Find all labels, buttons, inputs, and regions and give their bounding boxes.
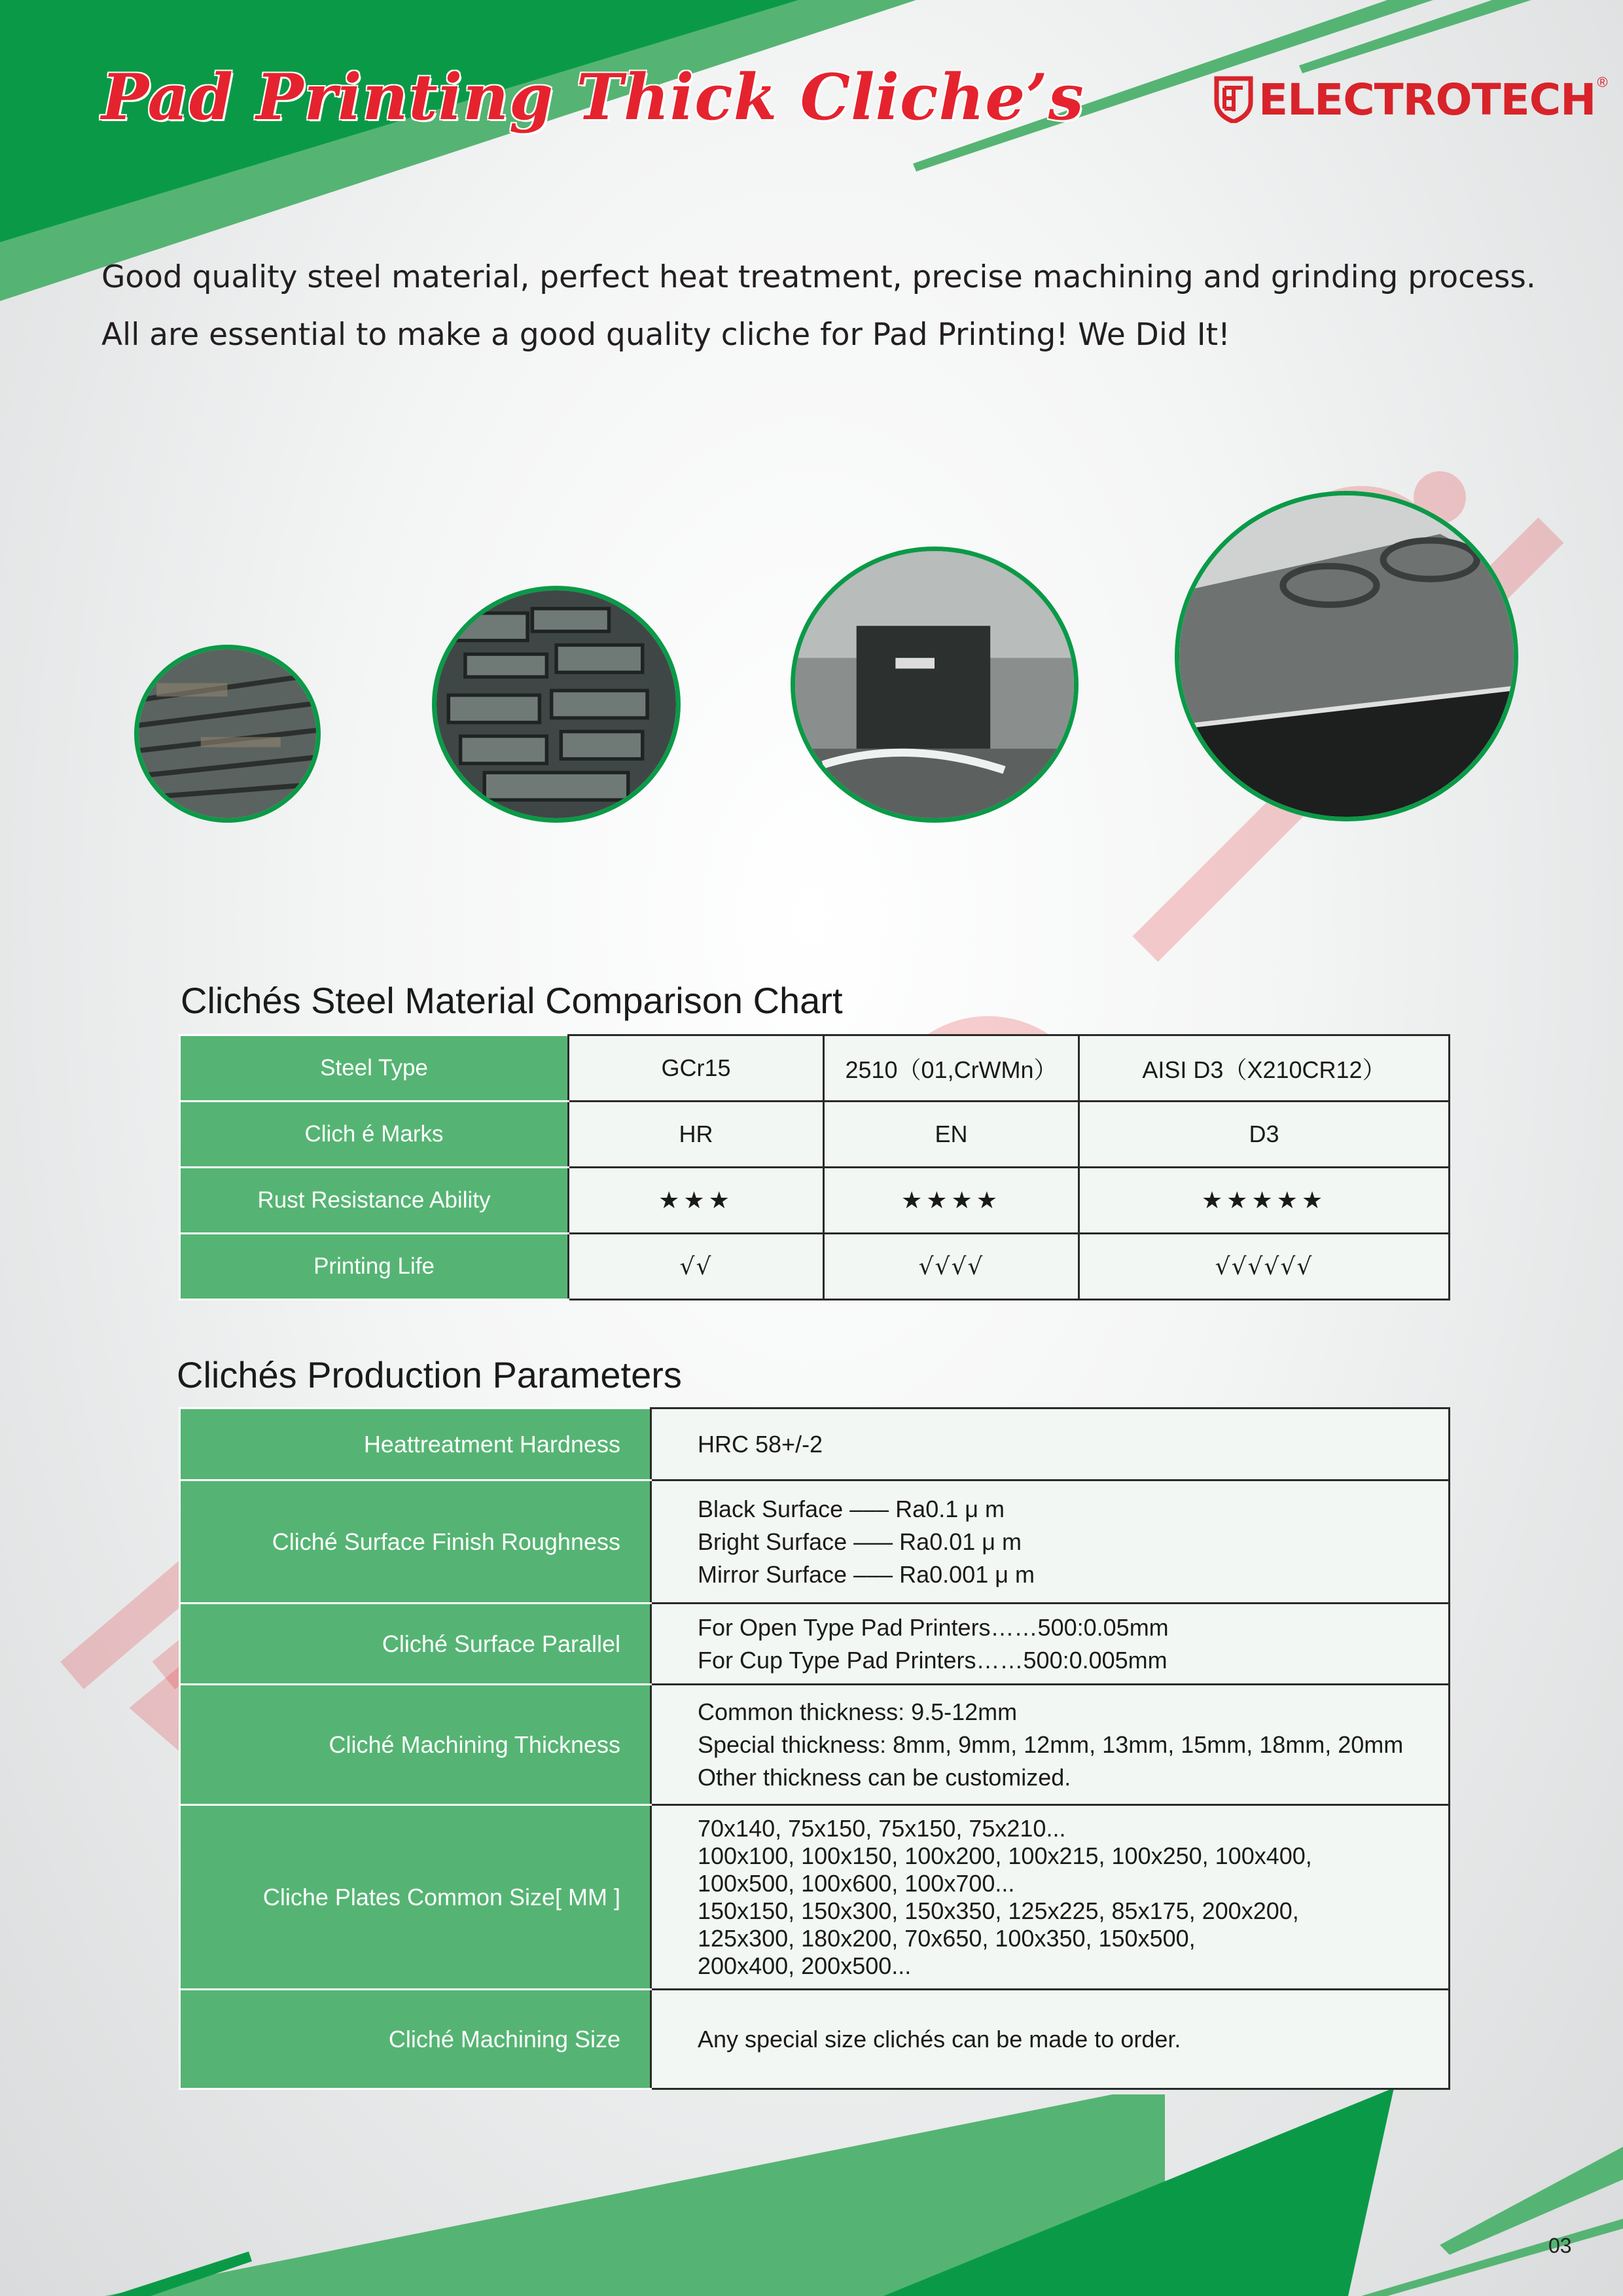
table-row (180, 1805, 1450, 1990)
page-number: 03 (1548, 2234, 1572, 2257)
table-row (180, 1990, 1450, 2089)
brand-name: ELECTROTECH (1258, 74, 1596, 125)
check-rating: √√√√√√ (1079, 1234, 1450, 1300)
table-cell: AISI D3（X210CR12） (1079, 1035, 1450, 1102)
production-parameters-table (179, 1407, 1450, 2090)
table-row (180, 1685, 1450, 1805)
table-row (180, 1604, 1450, 1685)
steel-plates-photo (134, 645, 321, 823)
parameters-title: Clichés Production Parameters (177, 1354, 682, 1395)
steel-stack-photo (432, 586, 681, 823)
param-value (651, 1805, 1450, 1990)
row-label-steel-type: Steel Type (180, 1035, 569, 1102)
param-line: 100x500, 100x600, 100x700... (698, 1869, 1015, 1897)
param-value (651, 1480, 1450, 1604)
electrotech-shield-icon (1214, 76, 1253, 123)
intro-text (101, 249, 1541, 364)
table-cell: GCr15 (569, 1035, 824, 1102)
param-label-roughness: Cliché Surface Finish Roughness (180, 1480, 651, 1604)
param-line: Common thickness: 9.5-12mm (698, 1698, 1018, 1725)
param-line: 150x150, 150x300, 150x350, 125x225, 85x175, 200x200, (698, 1897, 1299, 1924)
table-row (180, 1234, 1450, 1300)
page-title: Pad Printing Thick Cliche’s (101, 60, 1084, 134)
check-rating: √√√√ (824, 1234, 1079, 1300)
row-label-cliche-marks: Clich é Marks (180, 1102, 569, 1168)
star-rating: ★★★★ (824, 1168, 1079, 1234)
param-label-parallel: Cliché Surface Parallel (180, 1604, 651, 1685)
table-cell: HR (569, 1102, 824, 1168)
table-cell: EN (824, 1102, 1079, 1168)
machining-center-photo (1175, 491, 1518, 821)
table-row (180, 1480, 1450, 1604)
star-rating: ★★★ (569, 1168, 824, 1234)
param-line: Other thickness can be customized. (698, 1763, 1071, 1791)
param-value (651, 1408, 1450, 1480)
param-line: HRC 58+/-2 (698, 1430, 823, 1458)
param-line: Any special size clichés can be made to order. (698, 2025, 1181, 2053)
table-cell: 2510（01,CrWMn） (824, 1035, 1079, 1102)
param-value (651, 1990, 1450, 2089)
param-label-hardness: Heattreatment Hardness (180, 1408, 651, 1480)
table-row (180, 1168, 1450, 1234)
param-line: For Cup Type Pad Printers……500:0.005mm (698, 1646, 1168, 1674)
param-line: Special thickness: 8mm, 9mm, 12mm, 13mm, 15mm, 18mm, 20mm (698, 1731, 1404, 1758)
param-value (651, 1685, 1450, 1805)
intro-line-1: Good quality steel material, perfect heat treatment, precise machining and grinding process. (101, 259, 1536, 295)
param-line: For Open Type Pad Printers……500:0.05mm (698, 1613, 1169, 1641)
table-cell: D3 (1079, 1102, 1450, 1168)
param-value (651, 1604, 1450, 1685)
param-line: Bright Surface ––– Ra0.01 μ m (698, 1528, 1022, 1555)
table-row (180, 1102, 1450, 1168)
param-line: 200x400, 200x500... (698, 1952, 912, 1979)
row-label-printing-life: Printing Life (180, 1234, 569, 1300)
steel-comparison-table (179, 1034, 1450, 1300)
grinding-machine-photo (791, 547, 1079, 823)
row-label-rust-resistance: Rust Resistance Ability (180, 1168, 569, 1234)
intro-line-2: All are essential to make a good quality cliche for Pad Printing! We Did It! (101, 317, 1230, 353)
param-label-machining-size: Cliché Machining Size (180, 1990, 651, 2089)
check-rating: √√ (569, 1234, 824, 1300)
param-line: Mirror Surface ––– Ra0.001 μ m (698, 1560, 1035, 1588)
param-line: 70x140, 75x150, 75x150, 75x210... (698, 1814, 1066, 1842)
table-row (180, 1035, 1450, 1102)
registered-mark: ® (1597, 74, 1608, 90)
comparison-chart-title: Clichés Steel Material Comparison Chart (181, 980, 843, 1021)
brand-logo (1214, 73, 1608, 126)
param-line: 125x300, 180x200, 70x650, 100x350, 150x500, (698, 1924, 1196, 1952)
param-line: 100x100, 100x150, 100x200, 100x215, 100x250, 100x400, (698, 1842, 1312, 1869)
param-label-common-size: Cliche Plates Common Size[ MM ] (180, 1805, 651, 1990)
param-label-thickness: Cliché Machining Thickness (180, 1685, 651, 1805)
param-line: Black Surface ––– Ra0.1 μ m (698, 1495, 1005, 1522)
star-rating: ★★★★★ (1079, 1168, 1450, 1234)
table-row (180, 1408, 1450, 1480)
